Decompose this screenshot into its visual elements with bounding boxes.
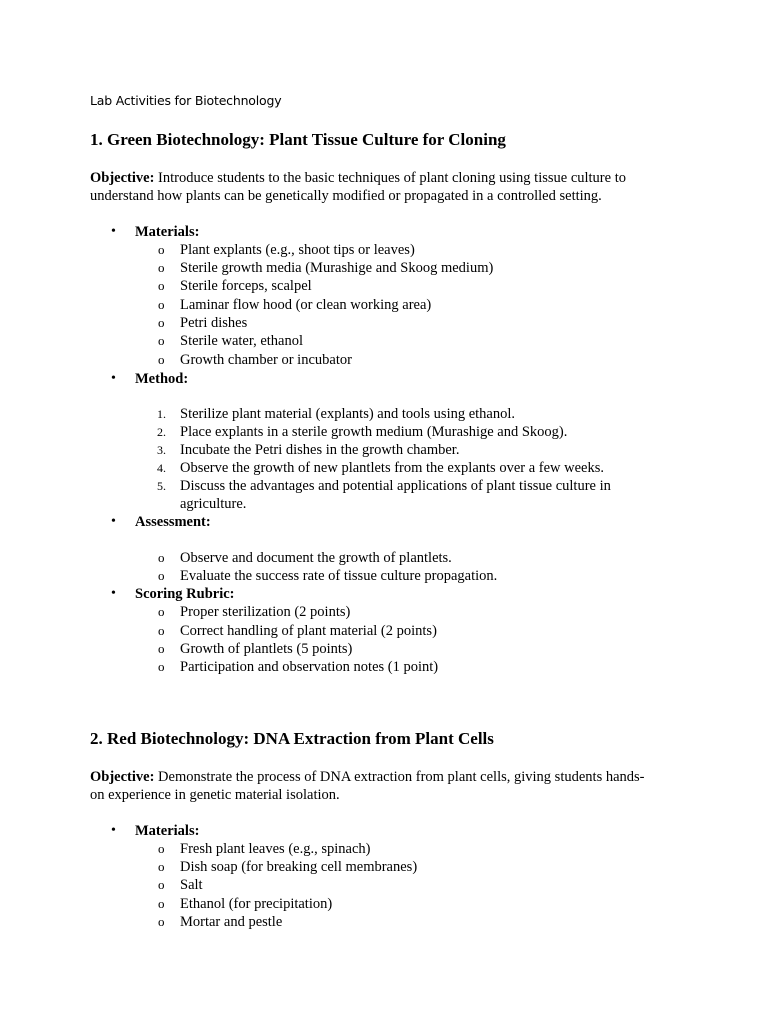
- sub-bullet-icon: o: [158, 333, 165, 348]
- materials-label: Materials:: [135, 224, 200, 240]
- objective-line: [90, 169, 626, 187]
- list-item: Mortar and pestle: [180, 914, 283, 930]
- objective-label: Objective:: [90, 769, 155, 785]
- sub-bullet-icon: o: [158, 859, 165, 874]
- list-item: Plant explants (e.g., shoot tips or leaves): [180, 242, 415, 258]
- sub-bullet-icon: o: [158, 841, 165, 856]
- list-item: Fresh plant leaves (e.g., spinach): [180, 841, 371, 857]
- list-item: Sterile water, ethanol: [180, 333, 304, 349]
- sub-bullet-icon: o: [158, 297, 165, 312]
- list-item: Observe and document the growth of plantlets.: [180, 550, 452, 566]
- objective-line: [90, 768, 645, 786]
- step-number: 1.: [157, 407, 166, 421]
- list-item: Growth of plantlets (5 points): [180, 641, 353, 657]
- step-number: 2.: [157, 425, 166, 439]
- list-item: Ethanol (for precipitation): [180, 896, 333, 912]
- list-item: Proper sterilization (2 points): [180, 604, 351, 620]
- list-item: Salt: [180, 877, 203, 893]
- list-item: Evaluate the success rate of tissue culture propagation.: [180, 568, 498, 584]
- list-item: Observe the growth of new plantlets from the explants over a few weeks.: [180, 460, 604, 476]
- step-number: 3.: [157, 443, 166, 457]
- sub-bullet-icon: o: [158, 914, 165, 929]
- sub-bullet-icon: o: [158, 352, 165, 367]
- sub-bullet-icon: o: [158, 242, 165, 257]
- list-item: Sterilize plant material (explants) and tools using ethanol.: [180, 406, 516, 422]
- list-item: Correct handling of plant material (2 points): [180, 623, 437, 639]
- objective-text: Introduce students to the basic techniques of plant cloning using tissue culture to: [154, 170, 626, 186]
- step-number: 5.: [157, 479, 166, 493]
- bullet-icon: •: [111, 514, 116, 529]
- bullet-icon: •: [111, 586, 116, 601]
- sub-bullet-icon: o: [158, 641, 165, 656]
- sub-bullet-icon: o: [158, 623, 165, 638]
- objective-line-2: understand how plants can be genetically modified or propagated in a controlled setting.: [90, 188, 602, 204]
- list-item: Incubate the Petri dishes in the growth chamber.: [180, 442, 460, 458]
- list-item: Petri dishes: [180, 315, 248, 331]
- sub-bullet-icon: o: [158, 568, 165, 583]
- document-title: Lab Activities for Biotechnology: [90, 93, 282, 108]
- objective-text: Demonstrate the process of DNA extraction from plant cells, giving students hands-: [154, 769, 645, 785]
- sub-bullet-icon: o: [158, 550, 165, 565]
- materials-label: Materials:: [135, 823, 200, 839]
- sub-bullet-icon: o: [158, 896, 165, 911]
- list-item: Place explants in a sterile growth medium (Murashige and Skoog).: [180, 424, 568, 440]
- bullet-icon: •: [111, 823, 116, 838]
- bullet-icon: •: [111, 371, 116, 386]
- step-number: 4.: [157, 461, 166, 475]
- sub-bullet-icon: o: [158, 604, 165, 619]
- sub-bullet-icon: o: [158, 659, 165, 674]
- list-item: Sterile growth media (Murashige and Skoog medium): [180, 260, 494, 276]
- list-item: Discuss the advantages and potential applications of plant tissue culture in: [180, 478, 611, 494]
- list-item: Dish soap (for breaking cell membranes): [180, 859, 418, 875]
- sub-bullet-icon: o: [158, 315, 165, 330]
- sub-bullet-icon: o: [158, 877, 165, 892]
- sub-bullet-icon: o: [158, 278, 165, 293]
- method-label: Method:: [135, 371, 189, 387]
- list-item-continuation: agriculture.: [180, 496, 247, 512]
- list-item: Laminar flow hood (or clean working area): [180, 297, 432, 313]
- bullet-icon: •: [111, 224, 116, 239]
- section-2-heading: 2. Red Biotechnology: DNA Extraction from Plant Cells: [90, 729, 494, 748]
- rubric-label: Scoring Rubric:: [135, 586, 235, 602]
- sub-bullet-icon: o: [158, 260, 165, 275]
- objective-line-2: on experience in genetic material isolation.: [90, 787, 340, 803]
- section-1-heading: 1. Green Biotechnology: Plant Tissue Culture for Cloning: [90, 130, 506, 149]
- list-item: Participation and observation notes (1 point): [180, 659, 439, 675]
- objective-label: Objective:: [90, 170, 155, 186]
- list-item: Growth chamber or incubator: [180, 352, 352, 368]
- list-item: Sterile forceps, scalpel: [180, 278, 312, 294]
- assessment-label: Assessment:: [135, 514, 211, 530]
